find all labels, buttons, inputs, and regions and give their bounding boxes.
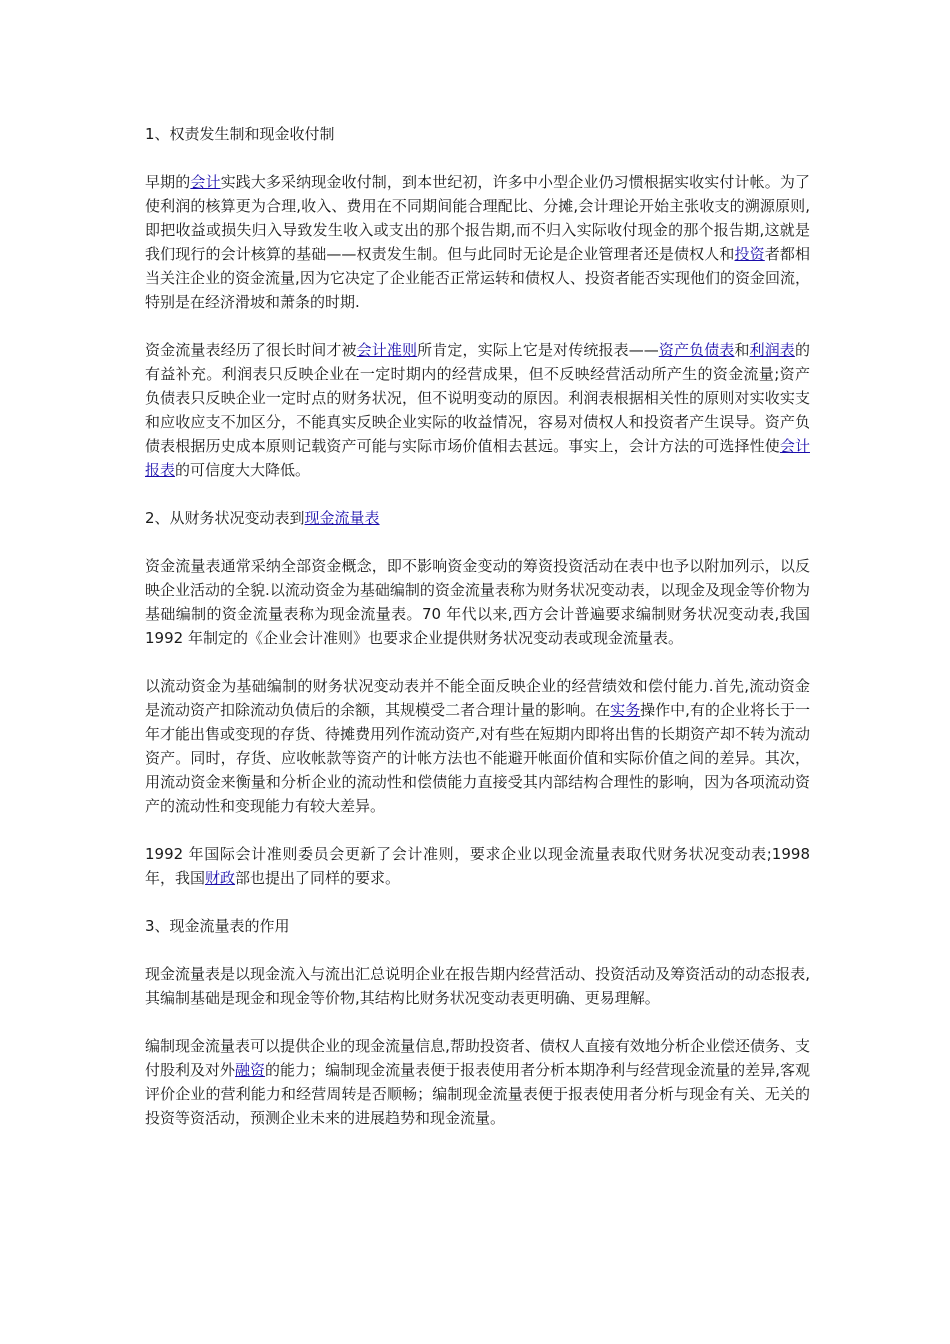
paragraph-accrual-vs-cash [145, 170, 810, 314]
text-run: 者都相当关注企业的资金流量,因为它决定了企业能否正常运转和债权人、投资者能否实现他们的资金回流，特别是在经济滑坡和萧条的时期. [145, 245, 810, 311]
text-run: 的可信度大大降低。 [175, 461, 311, 479]
link-accounting[interactable]: 会计 [190, 173, 221, 191]
text-run: 的有益补充。利润表只反映企业在一定时期内的经营成果，但不反映经营活动所产生的资金流量;资产负债表只反映企业一定时点的财务状况，但不说明变动的原因。利润表根据相关性的原则对实收实支和应收应支不加区分，不能真实反映企业实际的收益情况，容易对债权人和投资者产生误导。资产负债表根据历史成本原则记载资产可能与实际市场价值相去甚远。事实上，会计方法的可选择性使 [145, 341, 810, 455]
link-accounting-statements[interactable]: 会计报表 [145, 437, 810, 479]
document-body [145, 122, 810, 1154]
heading-text: 2、从财务状况变动表到 [145, 509, 305, 527]
paragraph-cash-flow-benefits [145, 1034, 810, 1130]
text-run: 所肯定，实际上它是对传统报表—— [417, 341, 659, 359]
text-run: 早期的 [145, 173, 191, 191]
text-run: 操作中,有的企业将长于一年才能出售或变现的存货、待摊费用列作流动资产,对有些在短期内即将出售的长期资产却不转为流动资产。同时，存货、应收帐款等资产的计帐方法也不能避开帐面价值和实际价值之间的差异。其次，用流动资金来衡量和分析企业的流动性和偿债能力直接受其内部结构合理性的影响，因为各项流动资产的流动性和变现能力有较大差异。 [145, 701, 810, 815]
paragraph-fund-flow-statement [145, 338, 810, 482]
link-balance-sheet[interactable]: 资产负债表 [658, 341, 735, 359]
text-run: 资金流量表经历了很长时间才被 [145, 341, 357, 359]
section-heading-1: 1、权责发生制和现金收付制 [145, 125, 335, 143]
paragraph-fund-concept: 资金流量表通常采纳全部资金概念，即不影响资金变动的筹资投资活动在表中也予以附加列示，以反映企业活动的全貌.以流动资金为基础编制的资金流量表称为财务状况变动表，以现金及现金等价物为基础编制的资金流量表称为现金流量表。70 年代以来,西方会计普遍要求编制财务状况变动表,我国 1992 年制定的《企业会计准则》也要求企业提供财务状况变动表或现金流量表。 [145, 557, 810, 647]
section-heading-3: 3、现金流量表的作用 [145, 917, 290, 935]
paragraph-working-capital [145, 674, 810, 818]
text-run: 部也提出了同样的要求。 [235, 869, 401, 887]
link-finance[interactable]: 财政 [205, 869, 236, 887]
link-investment[interactable]: 投资 [734, 245, 765, 263]
link-income-statement[interactable]: 利润表 [749, 341, 795, 359]
paragraph-1992-standards [145, 842, 810, 890]
section-heading-2 [145, 506, 810, 530]
text-run: 和 [734, 341, 750, 359]
link-practice[interactable]: 实务 [610, 701, 641, 719]
paragraph-cash-flow-definition: 现金流量表是以现金流入与流出汇总说明企业在报告期内经营活动、投资活动及筹资活动的动态报表,其编制基础是现金和现金等价物,其结构比财务状况变动表更明确、更易理解。 [145, 965, 810, 1007]
text-run: 以流动资金为基础编制的财务状况变动表并不能全面反映企业的经营绩效和偿付能力.首先,流动资金是流动资产扣除流动负债后的余额，其规模受二者合理计量的影响。在 [145, 677, 810, 719]
link-accounting-standards[interactable]: 会计准则 [356, 341, 418, 359]
link-cash-flow-statement[interactable]: 现金流量表 [304, 509, 380, 527]
text-run: 1992 年国际会计准则委员会更新了会计准则，要求企业以现金流量表取代财务状况变动表;1998 年，我国 [145, 845, 810, 887]
text-run: 的能力；编制现金流量表便于报表使用者分析本期净利与经营现金流量的差异,客观评价企业的营利能力和经营周转是否顺畅；编制现金流量表便于报表使用者分析与现金有关、无关的投资等资活动，预测企业未来的进展趋势和现金流量。 [145, 1061, 810, 1127]
text-run: 实践大多采纳现金收付制，到本世纪初，许多中小型企业仍习惯根据实收实付计帐。为了使利润的核算更为合理,收入、费用在不同期间能合理配比、分摊,会计理论开始主张收支的溯源原则,即把收益或损失归入导致发生收入或支出的那个报告期,而不归入实际收付现金的那个报告期,这就是我们现行的会计核算的基础——权责发生制。但与此同时无论是企业管理者还是债权人和 [145, 173, 810, 263]
text-run: 编制现金流量表可以提供企业的现金流量信息,帮助投资者、债权人直接有效地分析企业偿还债务、支付股利及对外 [145, 1037, 810, 1079]
link-financing[interactable]: 融资 [235, 1061, 266, 1079]
